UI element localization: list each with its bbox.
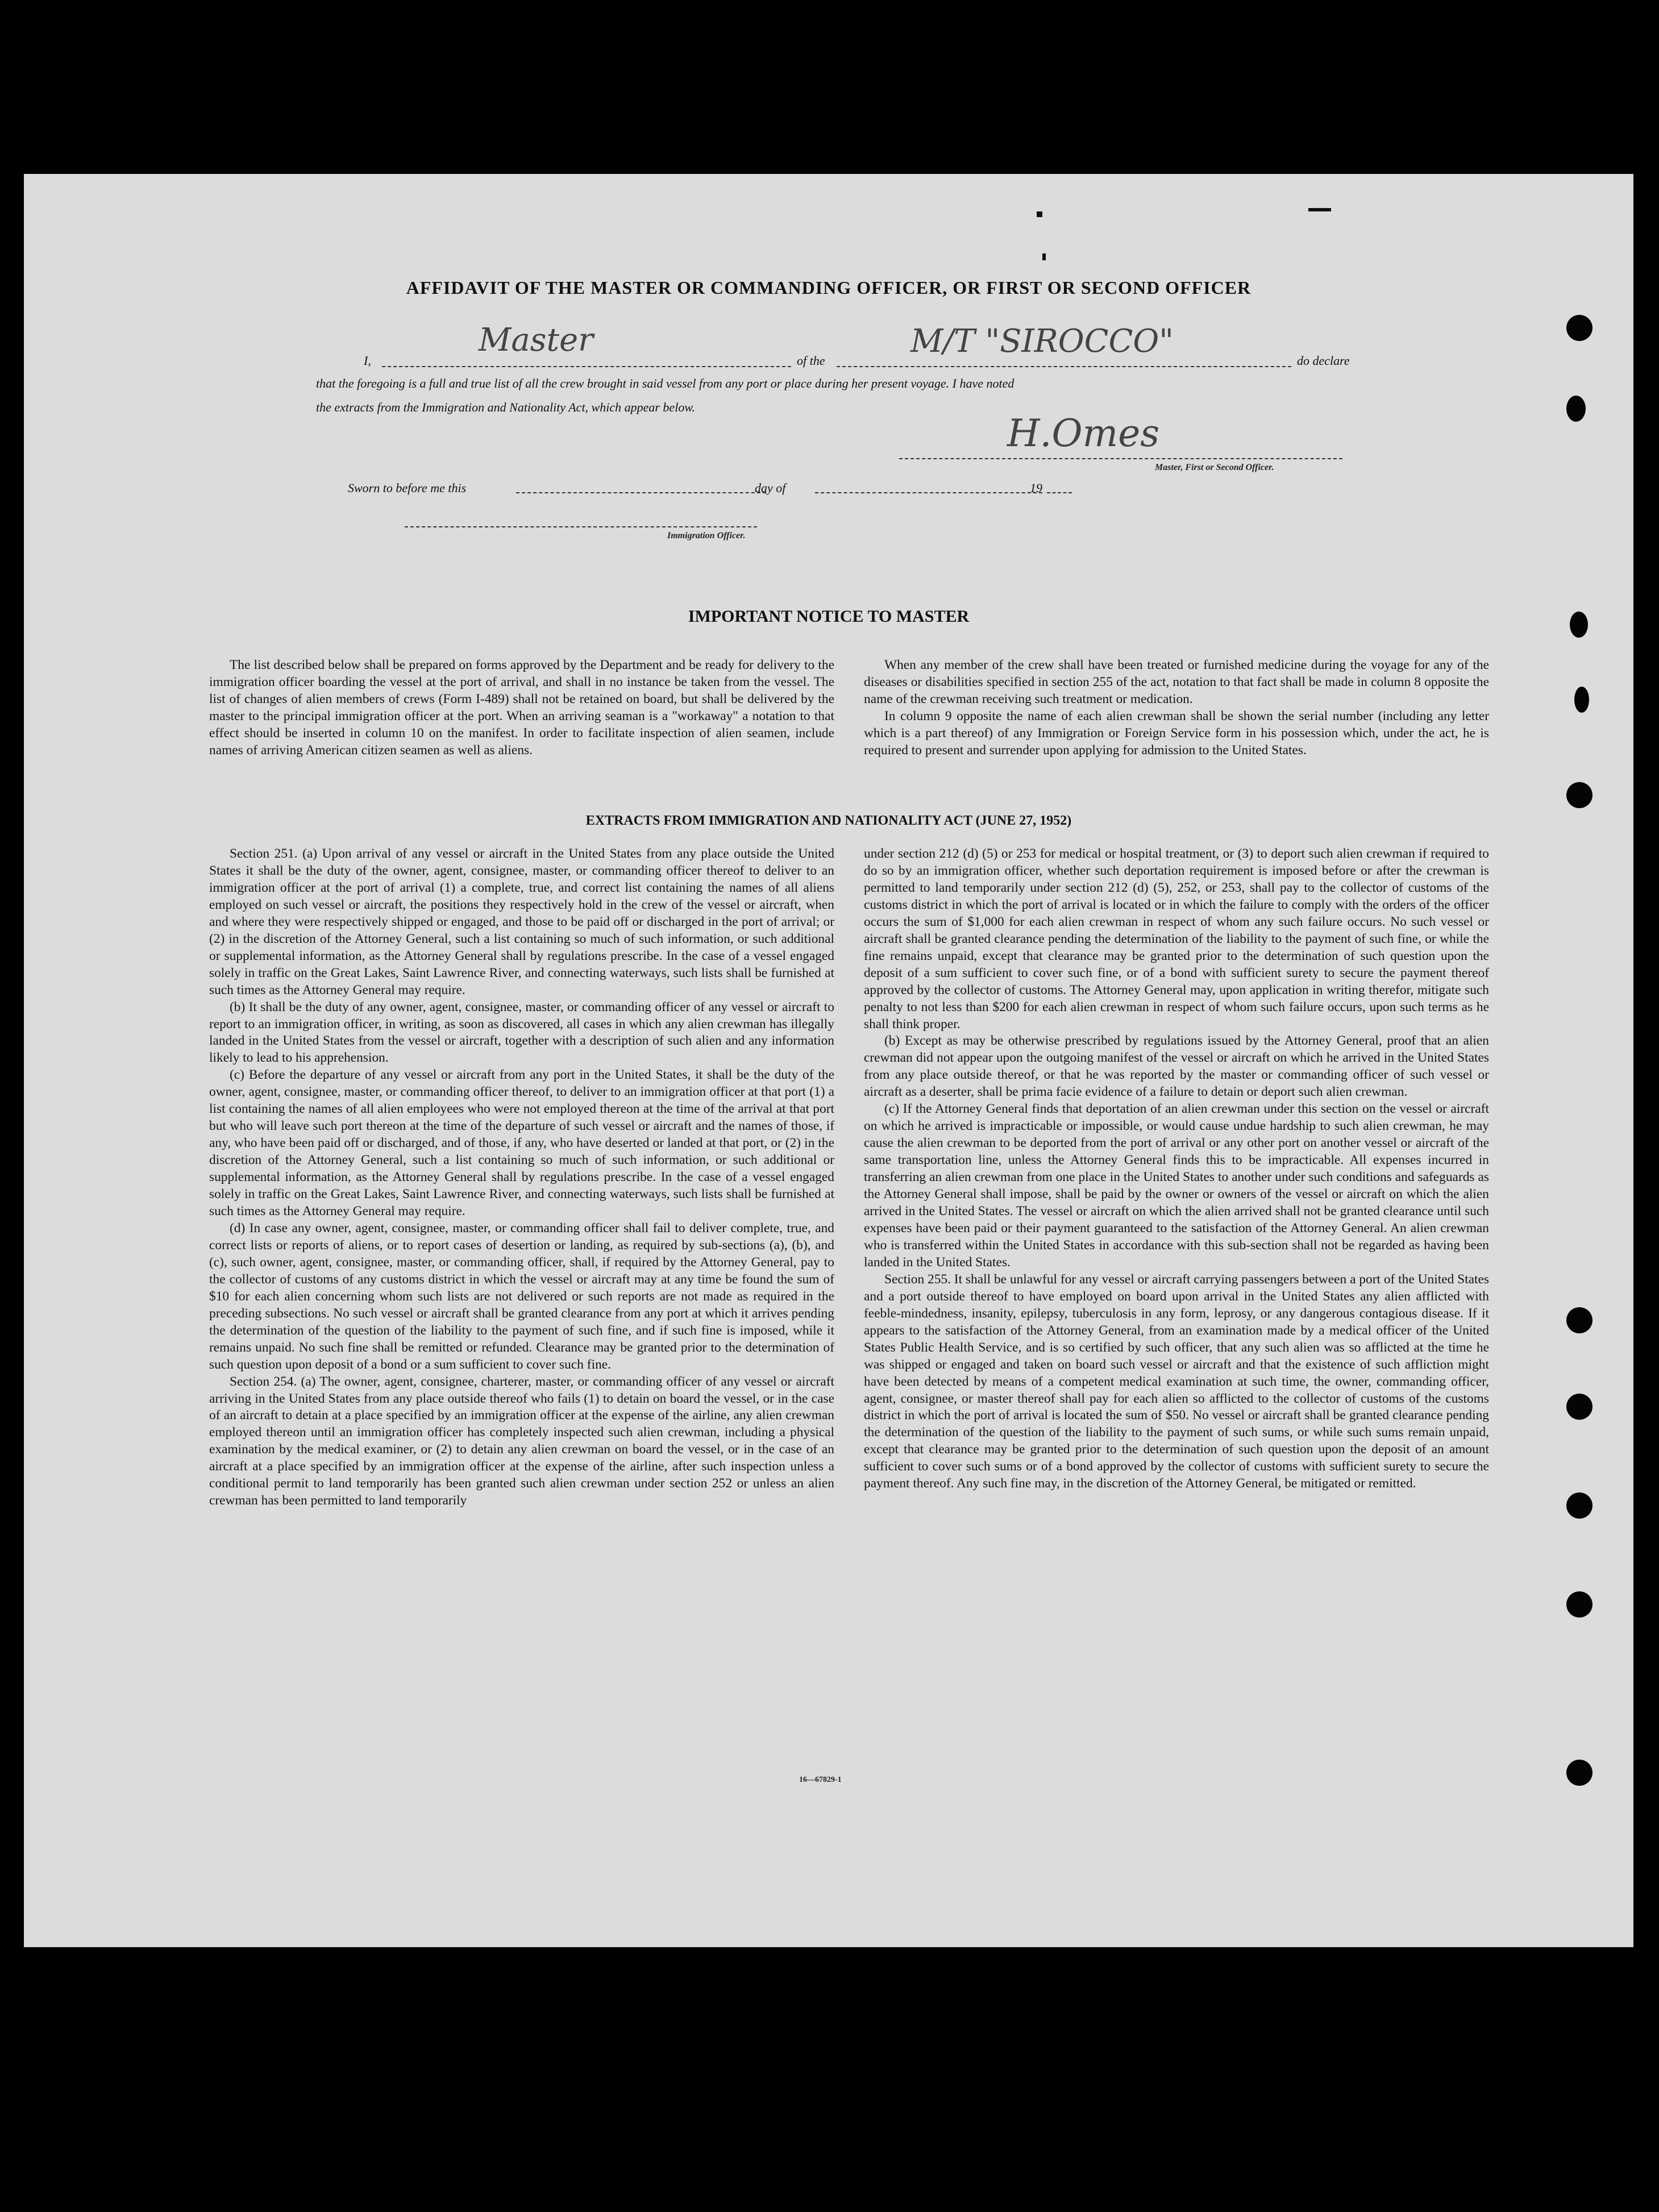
form-number: 16—67829-1	[799, 1776, 842, 1784]
section-254-c: (c) If the Attorney General finds that deportation of an alien crewman under this section on the vessel or aircraft on which he arrived is impracticable or impossible, or would cause undue hardship to such alien crewman, he may cause the alien crewman to be deported from the port of arrival or any other port on another vessel or aircraft of the same transportation line, unless the Attorney General finds this to be impracticable. All expenses incurred in transferring an alien crewman from one place in the United States to another under such conditions and safeguards as the Attorney General shall impose, shall be paid by the owner or owners of the vessel or aircraft on which the alien arrived in the United States. The vessel or aircraft on which the alien arrived shall not be granted clearance until such expenses have been paid or their payment guaranteed to the satisfaction of the Attorney General. An alien crewman who is transferred within the United States in accordance with this sub-section shall not be regarded as having been landed in the United States.	[864, 1101, 1489, 1270]
vessel-blank-line	[837, 366, 1291, 367]
punch-hole	[1566, 1307, 1593, 1333]
handwritten-name: Master	[479, 322, 593, 359]
affidavit-i: I,	[364, 354, 371, 368]
punch-hole	[1570, 612, 1588, 638]
section-254-b: (b) Except as may be otherwise prescribed by regulations issued by the Attorney General, proof that an alien crewman did not appear upon the outgoing manifest of the vessel or aircraft on which he arrived in the United States from any place outside thereof, or that he was reported by the master or commanding officer of such vessel or aircraft as a deserter, shall be prima facie evidence of a failure to detain or deport such alien crewman.	[864, 1033, 1489, 1100]
signature-label: Master, First or Second Officer.	[1155, 463, 1274, 472]
month-blank-line	[815, 492, 1042, 493]
section-251-a: Section 251. (a) Upon arrival of any vessel or aircraft in the United States from any place outside the United States it shall be the duty of the owner, agent, consignee, master, or commanding officer thereof to deliver to an immigration officer at the port of arrival (1) a complete, true, and correct list containing the names of all aliens employed on such vessel or aircraft, the positions they respectively hold in the crew of the vessel or aircraft, when and where they were respectively shipped or engaged, and those to be paid off or discharged in the port of arrival; or (2) in the discretion of the Attorney General, such a list containing so much of such information, or such additional or supplemental information, as the Attorney General shall by regulations prescribe. In the case of a vessel engaged solely in traffic on the Great Lakes, Saint Lawrence River, and connecting waterways, such lists shall be furnished at such times as the Attorney General may require.	[209, 846, 834, 997]
punch-hole	[1566, 315, 1593, 341]
officer-signature-line	[405, 526, 757, 527]
punch-hole	[1566, 782, 1593, 808]
section-254-a: Section 254. (a) The owner, agent, consignee, charterer, master, or commanding officer of any vessel or aircraft arriving in the United States from any place outside thereof who fails (1) to detain on board the vessel, or in the case of an aircraft to detain at a place specified by an immigration officer at the expense of the airline, any alien crewman employed thereon until an immigration officer has completely inspected such alien crewman, including a physical examination by the medical examiner, or (2) to detain any alien crewman on board the vessel, or in the case of an aircraft at a place specified by an immigration officer at the expense of the airline, after such inspection unless a conditional permit to land temporarily has been granted such alien crewman under section 252 or unless an alien crewman has been permitted to land temporarily	[209, 1374, 834, 1508]
extracts-left-column	[209, 846, 834, 1510]
notice-left-paragraph: The list described below shall be prepared on forms approved by the Department and be ready for delivery to the immigration officer boarding the vessel at the port of arrival, and shall in no instance be taken from the vessel. The list of changes of alien members of crews (Form I-489) shall not be retained on board, but shall be delivered by the master to the principal immigration officer at the port. When an arriving seaman is a "workaway" a notation to that effect should be inserted in column 10 on the manifest. In order to facilitate inspection of alien seamen, include names of arriving American citizen seamen as well as aliens.	[209, 658, 834, 758]
signature-line	[899, 458, 1342, 459]
sworn-label: Sworn to before me this	[348, 481, 467, 495]
section-251-d: (d) In case any owner, agent, consignee, master, or commanding officer shall fail to deliver complete, true, and correct lists or reports of aliens, or to report cases of desertion or landing, as required by sub-sections (a), (b), and (c), such owner, agent, consignee, master, or commanding officer, shall, if required by the Attorney General, pay to the collector of customs of any customs district in which the vessel or aircraft may at any time be found the sum of $10 for each alien concerning whom such lists are not delivered or such reports are not made as required in the preceding subsections. No such vessel or aircraft shall be granted clearance from any port at which it arrives pending the determination of the question of the liability to the payment of such fine, and if such fine is imposed, while it remains unpaid. No such fine shall be remitted or refunded. Clearance may be granted prior to the determination of such question upon deposit of a bond or a sum sufficient to cover such fine.	[209, 1220, 834, 1372]
scan-speck	[1308, 208, 1331, 211]
punch-hole	[1566, 1591, 1593, 1618]
scan-speck	[1042, 253, 1046, 260]
document-page	[24, 174, 1633, 1947]
of-the-label: of the	[797, 354, 825, 368]
section-254-a-continued: under section 212 (d) (5) or 253 for medical or hospital treatment, or (3) to deport such alien crewman if required to do so by an immigration officer, whether such deportation requirement is imposed before or after the crewman is permitted to land temporarily under section 212 (d) (5), 252, or 253, shall pay to the collector of customs of the customs district in which the port of arrival is located or in which the failure to comply with the orders of the officer occurs the sum of $1,000 for each alien crewman in respect of whom any such failure occurs. No such vessel or aircraft shall be granted clearance pending the determination of the liability to the payment of such fine, or while the fine remains unpaid, except that clearance may be granted prior to the determination of such question upon the deposit of a sum sufficient to cover such fine, or of a bond with sufficient surety to secure the payment thereof approved by the collector of customs. The Attorney General may, upon application in writing therefor, mitigate such penalty to not less than $200 for each alien crewman in respect of whom such failure occurs, upon such terms as he shall think proper.	[864, 846, 1489, 1032]
officer-label: Immigration Officer.	[667, 531, 746, 540]
year-label: 19	[1030, 481, 1042, 495]
notice-right-paragraph-1: When any member of the crew shall have been treated or furnished medicine during the voyage for any of the diseases or disabilities specified in section 255 of the act, notation to that fact shall be made in column 8 opposite the name of the crewman receiving such treatment or medication.	[864, 658, 1489, 706]
name-blank-line	[382, 366, 791, 367]
sworn-date-blank-line	[516, 492, 766, 493]
notice-left-column	[209, 657, 834, 759]
notice-right-paragraph-2: In column 9 opposite the name of each alien crewman shall be shown the serial number (including any letter which is a part thereof) of any Immigration or Foreign Service form in his possession which, under the act, he is required to present and surrender upon applying for admission to the United States.	[864, 708, 1489, 758]
do-declare-label: do declare	[1297, 354, 1350, 368]
extracts-right-column	[864, 846, 1489, 1492]
section-251-b: (b) It shall be the duty of any owner, agent, consignee, master, or commanding officer of any vessel or aircraft to report to an immigration officer, in writing, as soon as discovered, all cases in which any alien crewman has illegally landed in the United States from the vessel or aircraft, together with a description of such alien and any information likely to lead to his apprehension.	[209, 999, 834, 1066]
section-251-c: (c) Before the departure of any vessel or aircraft from any port in the United States, it shall be the duty of the owner, agent, consignee, master, or commanding officer thereof, to deliver to an immigration officer at that port (1) a list containing the names of all alien employees who were not employed thereon at the time of the arrival at that port but who will leave such port thereon at the time of the departure of such vessel or aircraft and the names of those, if any, who have been paid off or discharged, and of those, if any, who have deserted or landed at that port, or (2) in the discretion of the Attorney General, such a list containing so much of such information, or such additional or supplemental information, as the Attorney General shall by regulations prescribe. In the case of a vessel engaged solely in traffic on the Great Lakes, Saint Lawrence River, and connecting waterways, such lists shall be furnished at such times as the Attorney General may require.	[209, 1067, 834, 1219]
affidavit-title: AFFIDAVIT OF THE MASTER OR COMMANDING OFFICER, OR FIRST OR SECOND OFFICER	[406, 277, 1251, 298]
notice-right-column	[864, 657, 1489, 759]
punch-hole	[1566, 1760, 1593, 1786]
notice-title: IMPORTANT NOTICE TO MASTER	[688, 607, 970, 626]
affidavit-line-2: that the foregoing is a full and true list of all the crew brought in said vessel from any port or place during her present voyage. I have noted	[316, 376, 1014, 390]
day-of-label: day of	[755, 481, 786, 495]
scan-speck	[1037, 211, 1042, 217]
handwritten-signature: H.Omes	[1007, 411, 1160, 455]
punch-hole	[1566, 1394, 1593, 1420]
punch-hole	[1566, 396, 1586, 422]
extracts-title: EXTRACTS FROM IMMIGRATION AND NATIONALITY ACT (JUNE 27, 1952)	[585, 813, 1072, 828]
section-255: Section 255. It shall be unlawful for any vessel or aircraft carrying passengers between a port of the United States and a port outside thereof to have employed on board upon arrival in the United States any alien afflicted with feeble-mindedness, insanity, epilepsy, tuberculosis in any form, leprosy, or any dangerous contagious disease. If it appears to the satisfaction of the Attorney General, from an examination made by a medical officer of the United States Public Health Service, and is so certified by such officer, that any such alien was so afflicted at the time he was shipped or engaged and taken on board such vessel or aircraft and that the existence of such affliction might have been detected by means of a competent medical examination at such time, the owner, commanding officer, agent, consignee, or master thereof shall pay for each alien so afflicted to the collector of customs of the customs district in which the port of arrival is located the sum of $50. No vessel or aircraft shall be granted clearance pending the determination of the question of the liability to the payment of such sums, or while such sums remain unpaid, except that clearance may be granted prior to the determination of such question upon the deposit of an amount sufficient to cover such sums or of a bond approved by the collector of customs with sufficient surety to secure the payment thereof. Any such fine may, in the discretion of the Attorney General, be mitigated or remitted.	[864, 1271, 1489, 1491]
punch-hole	[1574, 687, 1589, 713]
handwritten-vessel: M/T "SIROCCO"	[910, 323, 1174, 360]
punch-hole	[1566, 1492, 1593, 1519]
affidavit-line-3: the extracts from the Immigration and Nationality Act, which appear below.	[316, 400, 695, 414]
year-blank-line	[1047, 492, 1072, 493]
